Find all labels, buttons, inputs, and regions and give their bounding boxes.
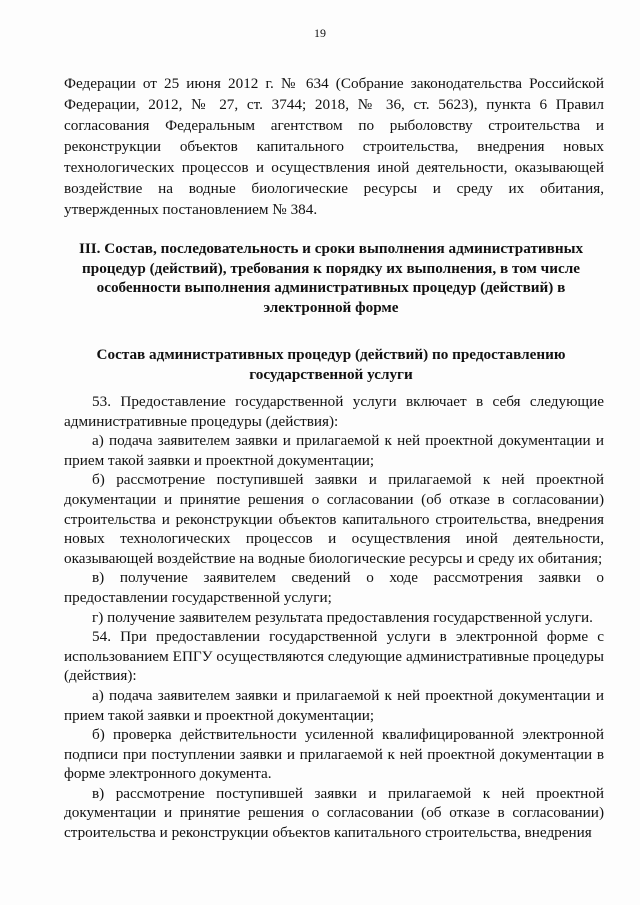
paragraph-53-b: б) рассмотрение поступившей заявки и прилагаемой к ней проектной документации и принятие решения о согласовании (об отказе в согласовании) строительства и реконструкции объектов капитального строительства, внедрения новых технологических процессов и осуществления иной деятельности, оказывающей воздействие на водные биологические ресурсы и среду их обитания; <box>64 471 604 567</box>
paragraph-53: 53. Предоставление государственной услуги включает в себя следующие административные процедуры (действия): <box>64 393 604 430</box>
body-text <box>64 392 604 843</box>
subsection-heading: Состав административных процедур (действий) по предоставлению государственной услуги <box>96 346 566 383</box>
section-heading: III. Состав, последовательность и сроки выполнения административных процедур (действий), требования к порядку их выполнения, в том числе особенности выполнения административных процедур (действий) в электронной форме <box>78 240 584 316</box>
paragraph-53-v: в) получение заявителем сведений о ходе рассмотрения заявки о предоставлении государственной услуги; <box>64 569 604 606</box>
paragraph-53-g: г) получение заявителем результата предоставления государственной услуги. <box>92 608 593 626</box>
paragraph-54-a: а) подача заявителем заявки и прилагаемой к ней проектной документации и прием такой заявки и проектной документации; <box>64 686 604 724</box>
paragraph-53-a: а) подача заявителем заявки и прилагаемой к ней проектной документации и прием такой заявки и проектной документации; <box>64 432 604 469</box>
paragraph-54-v: в) рассмотрение поступившей заявки и прилагаемой к ней проектной документации и принятие решения о согласовании (об отказе в согласовании) строительства и реконструкции объектов капитального строительства, внедрения <box>64 784 604 842</box>
intro-paragraph: Федерации от 25 июня 2012 г. № 634 (Собрание законодательства Российской Федерации, 2012, № 27, ст. 3744; 2018, № 36, ст. 5623), пункта 6 Правил согласования Федеральным агентством по рыболовству строительства и реконструкции объектов капитального строительства, внедрения новых технологических процессов и осуществления иной деятельности, оказывающей воздействие на водные биологические ресурсы и среду их обитания, утвержденных постановлением № 384. <box>64 75 604 218</box>
paragraph-54-b: б) проверка действительности усиленной квалифицированной электронной подписи при поступлении заявки и прилагаемой к ней проектной документации в форме электронного документа. <box>64 726 604 783</box>
paragraph-54: 54. При предоставлении государственной услуги в электронной форме с использованием ЕПГУ осуществляются следующие административные процедуры (действия): <box>64 628 604 685</box>
page-number: 19 <box>314 26 326 40</box>
